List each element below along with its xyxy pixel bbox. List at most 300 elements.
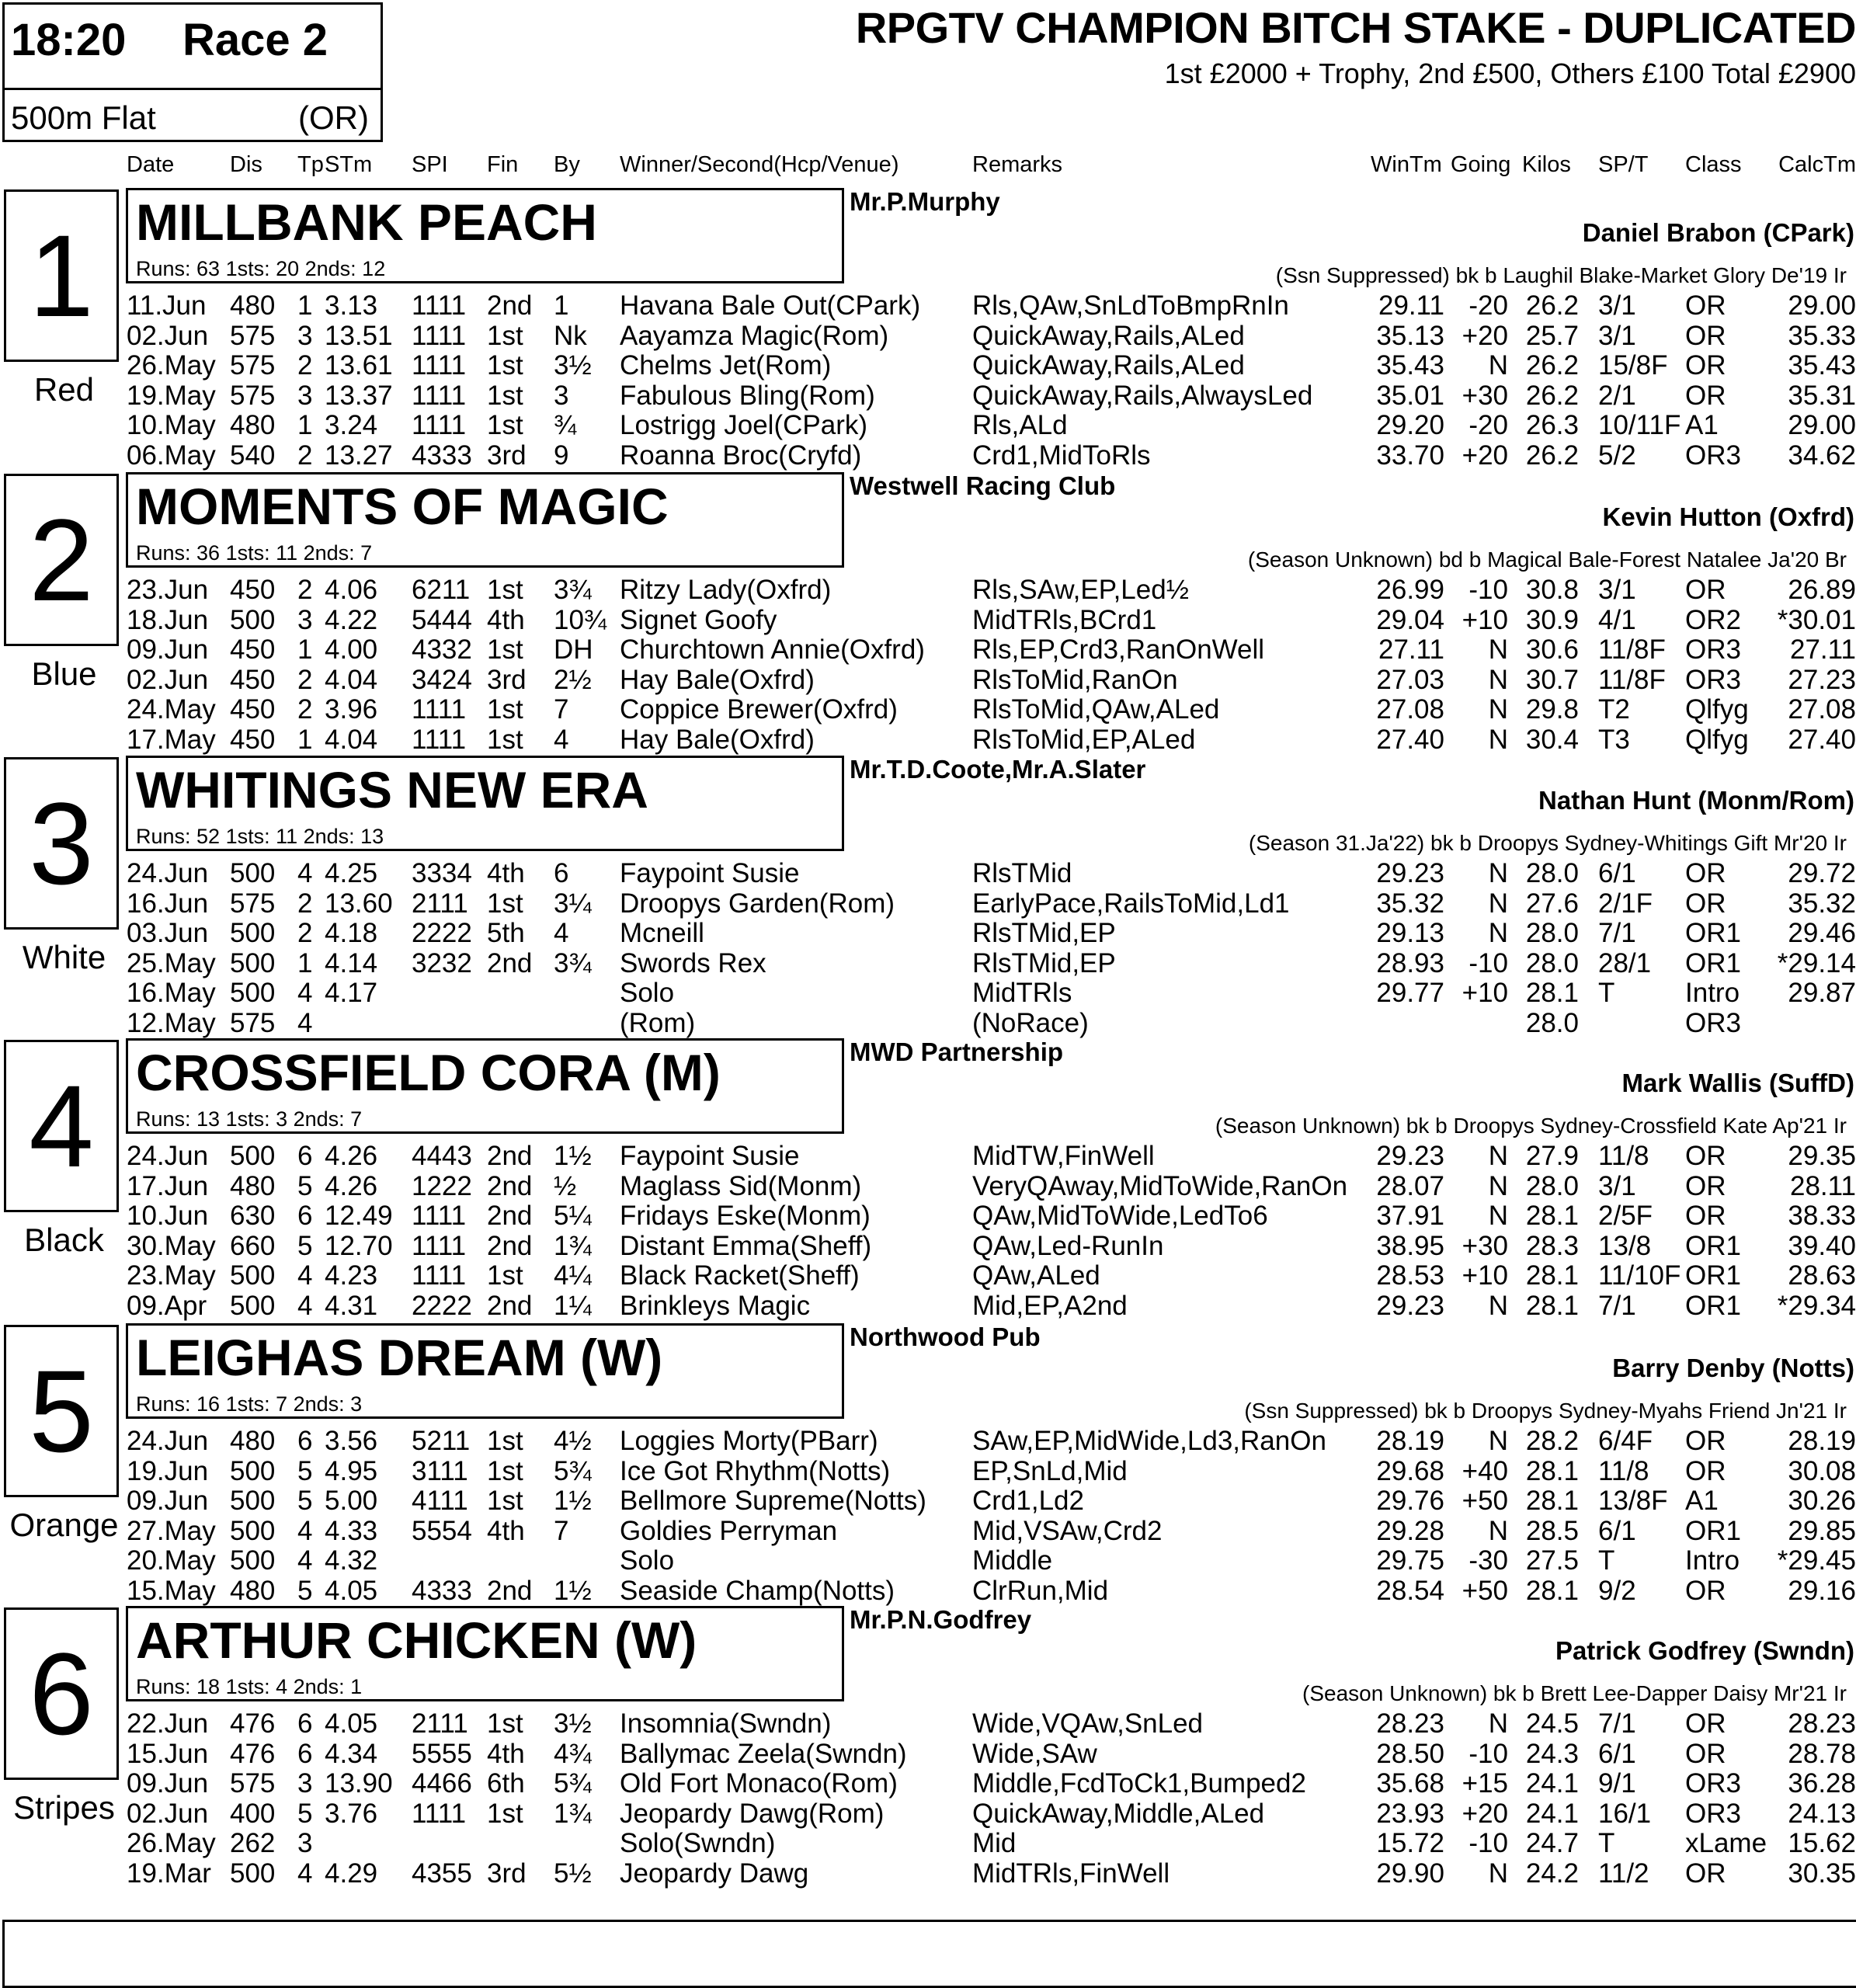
form-cell-going: N (1488, 1170, 1508, 1201)
form-cell-by: DH (554, 634, 593, 666)
dog-name: WHITINGS NEW ERA (136, 761, 648, 818)
dog-name-box (126, 188, 844, 283)
form-cell-kilos: 30.9 (1525, 604, 1579, 635)
breeding-info: (Ssn Suppressed) bk b Droopys Sydney-Myahs Friend Jn'21 Ir (1244, 1399, 1847, 1423)
form-cell-stm: 13.27 (325, 440, 393, 471)
form-cell-sp-t: 16/1 (1598, 1798, 1652, 1829)
form-cell-calctm: 26.89 (1788, 575, 1856, 605)
form-cell-remarks: QuickAway,Middle,ALed (972, 1798, 1265, 1829)
form-cell-kilos: 28.1 (1525, 1576, 1579, 1606)
form-cell-calctm: 28.19 (1788, 1426, 1856, 1456)
form-cell-kilos: 26.3 (1525, 410, 1579, 441)
form-cell-kilos: 28.0 (1525, 1170, 1579, 1201)
form-cell-kilos: 28.1 (1525, 978, 1579, 1009)
form-cell-spi: 5211 (412, 1426, 471, 1456)
form-cell-class: Qlfyg (1685, 694, 1749, 725)
dog-name-box (126, 1606, 844, 1701)
form-cell-stm: 4.00 (325, 634, 378, 666)
form-cell-going: N (1488, 1426, 1508, 1456)
form-cell-class: Qlfyg (1685, 725, 1749, 755)
form-cell-remarks: MidTW,FinWell (972, 1141, 1155, 1171)
form-cell-winner-second: Hay Bale(Oxfrd) (620, 725, 815, 755)
form-cell-remarks: Mid,VSAw,Crd2 (972, 1515, 1163, 1546)
form-cell-calctm: 29.46 (1788, 918, 1856, 949)
race-number: Race 2 (182, 15, 328, 65)
form-cell-kilos: 28.1 (1525, 1201, 1579, 1232)
form-cell-dis: 400 (230, 1798, 276, 1829)
form-cell-wintm: 29.13 (1376, 918, 1444, 949)
form-cell-stm: 12.49 (325, 1201, 393, 1232)
column-header-spi: SPI (412, 152, 448, 177)
form-cell-dis: 500 (230, 978, 276, 1009)
form-cell-winner-second: Maglass Sid(Monm) (620, 1170, 862, 1201)
trap-colour: Stripes (13, 1789, 115, 1826)
form-cell-stm: 4.05 (325, 1708, 378, 1739)
form-cell-remarks: Rls,SAw,EP,Led½ (972, 575, 1189, 605)
form-cell-going: +20 (1462, 320, 1508, 351)
form-cell-tp: 2 (297, 575, 313, 605)
form-cell-spi: 5554 (412, 1515, 472, 1546)
form-cell-class: OR (1685, 888, 1726, 919)
form-cell-kilos: 30.8 (1525, 575, 1579, 605)
form-cell-kilos: 28.5 (1525, 1515, 1579, 1546)
form-cell-sp-t: 7/1 (1598, 918, 1636, 949)
form-cell-winner-second: Faypoint Susie (620, 1141, 800, 1171)
form-cell-by: 3½ (554, 350, 592, 381)
dog-name-box (126, 1323, 844, 1419)
form-cell-going: N (1488, 888, 1508, 919)
form-cell-winner-second: Bellmore Supreme(Notts) (620, 1486, 926, 1517)
form-cell-remarks: QAw,MidToWide,LedTo6 (972, 1201, 1268, 1232)
form-cell-tp: 6 (297, 1738, 313, 1769)
form-cell-class: OR (1685, 1201, 1726, 1232)
form-cell-wintm: 28.93 (1376, 947, 1444, 978)
form-cell-tp: 2 (297, 440, 313, 471)
form-cell-by: 3¾ (554, 947, 592, 978)
form-cell-tp: 4 (297, 1545, 313, 1576)
form-cell-wintm: 27.03 (1376, 664, 1444, 695)
form-cell-winner-second: Mcneill (620, 918, 704, 949)
race-title: RPGTV CHAMPION BITCH STAKE - DUPLICATED (855, 3, 1856, 52)
form-cell-stm: 13.37 (325, 380, 393, 411)
form-cell-fin: 3rd (487, 1858, 527, 1889)
form-cell-stm: 4.26 (325, 1141, 378, 1171)
form-cell-tp: 3 (297, 604, 313, 635)
form-cell-remarks: RlsToMid,QAw,ALed (972, 694, 1220, 725)
form-cell-kilos: 28.0 (1525, 947, 1579, 978)
form-cell-spi: 3334 (412, 858, 472, 888)
form-cell-winner-second: Roanna Broc(Cryfd) (620, 440, 862, 471)
form-cell-by: 6 (554, 858, 569, 888)
form-cell-winner-second: Ballymac Zeela(Swndn) (620, 1738, 907, 1769)
form-cell-date: 09.Jun (127, 1486, 209, 1517)
trainer-name: Daniel Brabon (CPark) (1582, 218, 1854, 247)
form-cell-class: A1 (1685, 410, 1719, 441)
column-header-calctm: CalcTm (1778, 152, 1856, 177)
form-cell-wintm: 28.23 (1376, 1708, 1444, 1739)
form-cell-calctm: 15.62 (1788, 1828, 1856, 1859)
form-cell-going: N (1488, 350, 1508, 381)
breeding-info: (Season 31.Ja'22) bk b Droopys Sydney-Whitings Gift Mr'20 Ir (1248, 831, 1847, 855)
dog-name: MOMENTS OF MAGIC (136, 478, 669, 535)
form-cell-by: 5¼ (554, 1201, 592, 1232)
form-cell-calctm: 35.31 (1788, 380, 1856, 411)
form-cell-date: 02.Jun (127, 320, 209, 351)
form-cell-date: 25.May (127, 947, 216, 978)
column-header-dis: Dis (230, 152, 262, 177)
form-cell-stm: 5.00 (325, 1486, 378, 1517)
form-cell-by: 7 (554, 694, 569, 725)
form-cell-going: -20 (1468, 290, 1508, 321)
column-header-tp: Tp (297, 152, 324, 177)
form-cell-dis: 575 (230, 350, 276, 381)
form-cell-spi: 1111 (412, 1230, 467, 1261)
form-cell-date: 10.Jun (127, 1201, 209, 1232)
column-header-class: Class (1685, 152, 1742, 177)
form-cell-sp-t: 4/1 (1598, 604, 1636, 635)
form-cell-spi: 4333 (412, 1576, 472, 1606)
form-cell-winner-second: Distant Emma(Sheff) (620, 1230, 872, 1261)
form-cell-fin: 2nd (487, 1291, 533, 1321)
runs-summary: Runs: 16 1sts: 7 2nds: 3 (136, 1392, 363, 1416)
form-cell-class: OR (1685, 380, 1726, 411)
form-cell-kilos: 24.5 (1525, 1708, 1579, 1739)
form-cell-going: N (1488, 725, 1508, 755)
form-cell-date: 09.Jun (127, 634, 209, 666)
form-cell-kilos: 24.1 (1525, 1798, 1579, 1829)
form-cell-wintm: 29.20 (1376, 410, 1444, 441)
form-cell-calctm: *29.34 (1777, 1291, 1856, 1321)
form-cell-dis: 476 (230, 1738, 276, 1769)
form-cell-wintm: 29.23 (1376, 858, 1444, 888)
form-cell-tp: 4 (297, 978, 313, 1009)
form-cell-winner-second: Brinkleys Magic (620, 1291, 811, 1321)
dog-name: LEIGHAS DREAM (W) (136, 1329, 663, 1386)
form-cell-fin: 1st (487, 320, 523, 351)
form-cell-kilos: 28.0 (1525, 1008, 1579, 1038)
form-cell-dis: 500 (230, 947, 276, 978)
form-cell-spi: 1222 (412, 1170, 472, 1201)
form-cell-by: 10¾ (554, 604, 607, 635)
form-cell-going: -30 (1468, 1545, 1508, 1576)
form-cell-fin: 1st (487, 1486, 523, 1517)
form-cell-date: 23.Jun (127, 575, 209, 605)
form-cell-sp-t: T (1598, 1545, 1615, 1576)
form-cell-dis: 575 (230, 380, 276, 411)
form-cell-class: OR3 (1685, 1798, 1741, 1829)
form-cell-tp: 3 (297, 380, 313, 411)
breeding-info: (Season Unknown) bd b Magical Bale-Forest Natalee Ja'20 Br (1247, 547, 1847, 572)
form-cell-tp: 5 (297, 1576, 313, 1606)
form-cell-wintm: 15.72 (1376, 1828, 1444, 1859)
form-cell-calctm: 39.40 (1788, 1230, 1856, 1261)
column-header-remarks: Remarks (972, 152, 1063, 177)
runs-summary: Runs: 36 1sts: 11 2nds: 7 (136, 541, 373, 565)
form-cell-remarks: MidTRls,FinWell (972, 1858, 1170, 1889)
form-cell-remarks: Wide,VQAw,SnLed (972, 1708, 1204, 1739)
form-cell-calctm: 34.62 (1788, 440, 1856, 471)
trap-colour: Black (24, 1222, 104, 1258)
form-cell-dis: 575 (230, 1008, 276, 1038)
form-cell-calctm: 30.26 (1788, 1486, 1856, 1517)
form-cell-fin: 1st (487, 1426, 523, 1456)
form-cell-winner-second: Fridays Eske(Monm) (620, 1201, 871, 1232)
form-cell-date: 17.May (127, 725, 216, 755)
form-cell-sp-t: 6/4F (1598, 1426, 1653, 1456)
form-cell-tp: 2 (297, 918, 313, 949)
trap-colour: White (22, 939, 106, 975)
form-cell-dis: 630 (230, 1201, 276, 1232)
trap-number: 2 (4, 474, 119, 646)
form-cell-winner-second: (Rom) (620, 1008, 696, 1038)
form-cell-tp: 5 (297, 1798, 313, 1829)
form-cell-tp: 3 (297, 1828, 313, 1859)
form-cell-date: 15.May (127, 1576, 216, 1606)
form-cell-dis: 500 (230, 1515, 276, 1546)
form-cell-going: N (1488, 1291, 1508, 1321)
form-cell-wintm: 29.23 (1376, 1141, 1444, 1171)
form-cell-date: 06.May (127, 440, 216, 471)
form-cell-sp-t: 3/1 (1598, 575, 1636, 605)
form-cell-remarks: Rls,ALd (972, 410, 1068, 441)
form-cell-kilos: 28.1 (1525, 1260, 1579, 1291)
form-cell-remarks: SAw,EP,MidWide,Ld3,RanOn (972, 1426, 1326, 1456)
form-cell-spi: 1111 (412, 350, 467, 381)
form-cell-spi: 4111 (412, 1486, 468, 1517)
form-cell-dis: 480 (230, 1426, 276, 1456)
form-cell-winner-second: Jeopardy Dawg(Rom) (620, 1798, 885, 1829)
form-cell-dis: 450 (230, 634, 276, 666)
form-cell-remarks: ClrRun,Mid (972, 1576, 1109, 1606)
form-cell-tp: 4 (297, 1858, 313, 1889)
form-cell-sp-t: 13/8F (1598, 1486, 1668, 1517)
form-cell-by: 4 (554, 725, 569, 755)
runs-summary: Runs: 52 1sts: 11 2nds: 13 (136, 825, 384, 848)
form-cell-date: 19.Jun (127, 1455, 209, 1486)
form-cell-spi: 2222 (412, 1291, 472, 1321)
form-cell-wintm: 27.11 (1378, 634, 1444, 666)
form-cell-going: +50 (1462, 1486, 1508, 1517)
form-cell-by: 5¾ (554, 1768, 592, 1799)
form-cell-remarks: QuickAway,Rails,ALed (972, 320, 1245, 351)
form-cell-stm: 4.04 (325, 664, 378, 695)
form-cell-winner-second: Hay Bale(Oxfrd) (620, 664, 815, 695)
form-cell-dis: 480 (230, 410, 276, 441)
form-cell-by: 1½ (554, 1141, 592, 1171)
trainer-name: Patrick Godfrey (Swndn) (1555, 1636, 1854, 1665)
form-cell-date: 20.May (127, 1545, 216, 1576)
form-cell-remarks: MidTRls (972, 978, 1072, 1009)
form-cell-stm: 4.25 (325, 858, 378, 888)
column-header-sp-t: SP/T (1598, 152, 1649, 177)
form-cell-spi: 6211 (412, 575, 471, 605)
form-cell-wintm: 29.77 (1376, 978, 1444, 1009)
form-cell-stm: 4.31 (325, 1291, 378, 1321)
runs-summary: Runs: 63 1sts: 20 2nds: 12 (136, 257, 386, 280)
form-cell-by: 1½ (554, 1486, 592, 1517)
form-cell-date: 11.Jun (127, 290, 207, 321)
form-cell-by: ½ (554, 1170, 577, 1201)
form-cell-wintm: 37.91 (1376, 1201, 1444, 1232)
form-cell-wintm: 35.68 (1376, 1768, 1444, 1799)
form-cell-wintm: 35.43 (1376, 350, 1444, 381)
form-cell-going: N (1488, 1141, 1508, 1171)
form-cell-sp-t: 11/8 (1598, 1455, 1649, 1486)
form-cell-dis: 480 (230, 290, 276, 321)
form-cell-going: N (1488, 664, 1508, 695)
form-cell-stm: 4.22 (325, 604, 378, 635)
form-cell-class: OR (1685, 1858, 1726, 1889)
form-cell-wintm: 35.13 (1376, 320, 1444, 351)
form-cell-spi: 4333 (412, 440, 472, 471)
form-cell-calctm: 35.32 (1788, 888, 1856, 919)
form-cell-spi: 3111 (412, 1455, 468, 1486)
form-cell-kilos: 25.7 (1525, 320, 1579, 351)
form-cell-stm: 4.17 (325, 978, 378, 1009)
form-cell-by: 3¼ (554, 888, 592, 919)
form-cell-kilos: 30.4 (1525, 725, 1579, 755)
form-cell-winner-second: Ice Got Rhythm(Notts) (620, 1455, 891, 1486)
form-cell-dis: 575 (230, 320, 276, 351)
form-cell-dis: 480 (230, 1170, 276, 1201)
form-cell-kilos: 28.1 (1525, 1291, 1579, 1321)
form-cell-date: 16.May (127, 978, 216, 1009)
form-cell-spi: 4443 (412, 1141, 472, 1171)
form-cell-going: +20 (1462, 1798, 1508, 1829)
form-cell-wintm: 29.75 (1376, 1545, 1444, 1576)
form-cell-class: Intro (1685, 1545, 1740, 1576)
form-cell-remarks: VeryQAway,MidToWide,RanOn (972, 1170, 1348, 1201)
form-cell-stm: 13.51 (325, 320, 393, 351)
form-cell-going: +20 (1462, 440, 1508, 471)
trainer-name: Barry Denby (Notts) (1612, 1354, 1854, 1382)
form-cell-stm: 4.26 (325, 1170, 378, 1201)
owner-name: Mr.P.Murphy (850, 187, 1000, 216)
form-cell-calctm: 36.28 (1788, 1768, 1856, 1799)
form-cell-remarks: EarlyPace,RailsToMid,Ld1 (972, 888, 1290, 919)
form-cell-kilos: 26.2 (1525, 350, 1579, 381)
form-cell-stm: 4.34 (325, 1738, 378, 1769)
form-cell-winner-second: Solo (620, 978, 675, 1009)
form-cell-tp: 5 (297, 1486, 313, 1517)
dog-name: CROSSFIELD CORA (M) (136, 1044, 721, 1101)
form-cell-calctm: 29.72 (1788, 858, 1856, 888)
form-cell-wintm: 29.23 (1376, 1291, 1444, 1321)
form-cell-kilos: 24.3 (1525, 1738, 1579, 1769)
form-cell-tp: 6 (297, 1141, 313, 1171)
form-cell-sp-t: 6/1 (1598, 858, 1636, 888)
form-cell-calctm: 30.35 (1788, 1858, 1856, 1889)
form-cell-going: N (1488, 1708, 1508, 1739)
breeding-info: (Season Unknown) bk b Droopys Sydney-Crossfield Kate Ap'21 Ir (1215, 1114, 1847, 1138)
form-cell-class: OR (1685, 1141, 1726, 1171)
form-cell-fin: 2nd (487, 1201, 533, 1232)
trap-colour: Orange (9, 1507, 119, 1543)
form-cell-remarks: RlsToMid,RanOn (972, 664, 1178, 695)
runs-summary: Runs: 18 1sts: 4 2nds: 1 (136, 1675, 363, 1698)
form-cell-date: 26.May (127, 1828, 216, 1859)
form-cell-tp: 2 (297, 888, 313, 919)
form-cell-by: 4½ (554, 1426, 592, 1456)
form-cell-winner-second: Signet Goofy (620, 604, 777, 635)
form-cell-date: 19.Mar (127, 1858, 211, 1889)
trainer-name: Mark Wallis (SuffD) (1621, 1069, 1854, 1097)
form-cell-stm: 13.61 (325, 350, 393, 381)
form-cell-stm: 12.70 (325, 1230, 393, 1261)
race-distance: 500m Flat (11, 99, 156, 136)
form-cell-kilos: 26.2 (1525, 440, 1579, 471)
form-cell-fin: 2nd (487, 1170, 533, 1201)
form-cell-date: 24.Jun (127, 858, 209, 888)
form-cell-kilos: 27.9 (1525, 1141, 1579, 1171)
form-cell-calctm: 29.35 (1788, 1141, 1856, 1171)
form-cell-class: OR1 (1685, 918, 1741, 949)
form-cell-date: 18.Jun (127, 604, 209, 635)
form-cell-sp-t: 28/1 (1598, 947, 1652, 978)
form-cell-class: OR (1685, 1170, 1726, 1201)
form-cell-going: N (1488, 694, 1508, 725)
form-cell-dis: 575 (230, 888, 276, 919)
form-cell-dis: 450 (230, 664, 276, 695)
form-cell-wintm: 29.90 (1376, 1858, 1444, 1889)
form-cell-kilos: 28.0 (1525, 858, 1579, 888)
form-cell-going: -10 (1468, 1738, 1508, 1769)
form-cell-tp: 6 (297, 1708, 313, 1739)
form-cell-stm: 4.32 (325, 1545, 378, 1576)
race-prizes: 1st £2000 + Trophy, 2nd £500, Others £100 Total £2900 (1164, 57, 1856, 89)
form-cell-remarks: (NoRace) (972, 1008, 1089, 1038)
form-cell-going: N (1488, 1515, 1508, 1546)
form-cell-going: N (1488, 634, 1508, 666)
form-cell-kilos: 24.1 (1525, 1768, 1579, 1799)
form-cell-winner-second: Coppice Brewer(Oxfrd) (620, 694, 898, 725)
form-cell-going: +30 (1462, 380, 1508, 411)
form-cell-spi: 1111 (412, 380, 467, 411)
form-cell-date: 24.Jun (127, 1141, 209, 1171)
form-cell-remarks: Middle (972, 1545, 1053, 1576)
form-cell-class: OR3 (1685, 1768, 1741, 1799)
form-cell-wintm: 28.50 (1376, 1738, 1444, 1769)
form-cell-by: 5¾ (554, 1455, 592, 1486)
form-cell-stm: 4.95 (325, 1455, 378, 1486)
form-cell-winner-second: Swords Rex (620, 947, 766, 978)
form-cell-calctm: *29.14 (1777, 947, 1856, 978)
form-cell-sp-t: 11/8F (1598, 634, 1666, 666)
form-cell-spi: 3424 (412, 664, 472, 695)
form-cell-calctm: 35.43 (1788, 350, 1856, 381)
form-cell-wintm: 27.08 (1376, 694, 1444, 725)
form-cell-by: 4¼ (554, 1260, 592, 1291)
form-cell-date: 17.Jun (127, 1170, 209, 1201)
form-cell-date: 15.Jun (127, 1738, 209, 1769)
form-cell-by: 4 (554, 918, 569, 949)
form-cell-sp-t: 6/1 (1598, 1515, 1636, 1546)
form-cell-stm: 4.14 (325, 947, 378, 978)
form-cell-wintm: 33.70 (1376, 440, 1444, 471)
form-cell-spi: 4355 (412, 1858, 472, 1889)
form-cell-fin: 2nd (487, 1576, 533, 1606)
form-cell-date: 26.May (127, 350, 216, 381)
form-cell-dis: 500 (230, 858, 276, 888)
form-cell-fin: 2nd (487, 1230, 533, 1261)
form-cell-going: +10 (1462, 978, 1508, 1009)
form-cell-spi: 2222 (412, 918, 472, 949)
form-cell-dis: 476 (230, 1708, 276, 1739)
form-cell-calctm: 27.08 (1788, 694, 1856, 725)
breeding-info: (Ssn Suppressed) bk b Laughil Blake-Market Glory De'19 Ir (1275, 263, 1847, 287)
form-cell-date: 23.May (127, 1260, 216, 1291)
trap-number: 1 (4, 189, 119, 362)
